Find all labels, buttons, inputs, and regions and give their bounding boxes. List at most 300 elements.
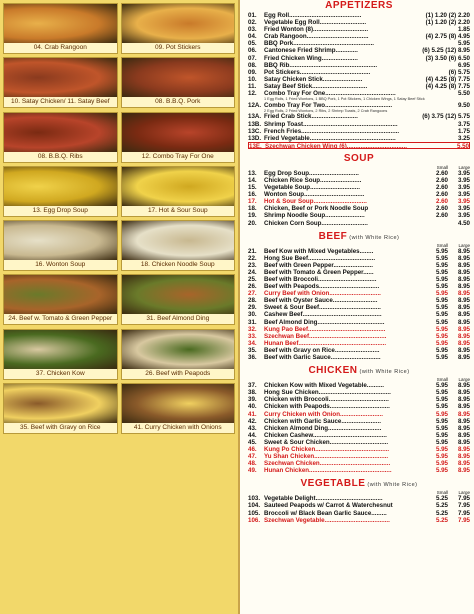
menu-item bbox=[248, 425, 470, 432]
photo-caption: 08. B.B.Q. Pork bbox=[122, 97, 235, 107]
menu-item bbox=[248, 76, 470, 83]
dish-image bbox=[122, 384, 235, 423]
small-price: 5.95 bbox=[435, 354, 448, 362]
item-name: Fried Wonton (8)................................ bbox=[264, 26, 369, 34]
small-price: 5.95 bbox=[435, 304, 448, 312]
dish-photo bbox=[3, 3, 118, 54]
item-price: 9.50 bbox=[457, 101, 470, 109]
large-price: 8.95 bbox=[457, 346, 470, 354]
item-price: 5.50 bbox=[456, 142, 469, 150]
dish-image bbox=[4, 167, 117, 206]
menu-item bbox=[248, 12, 470, 19]
dish-image bbox=[122, 58, 235, 97]
item-name: Cashew Beef.............................................. bbox=[264, 311, 382, 319]
combo-note: 1 Egg Rolls, 1 Fried Wontons, 1 BBQ Pork, 1 Pot Stickers, 1 Chicken Wings, 1 Satay Beef Stick bbox=[264, 97, 425, 102]
item-price: 3.75 bbox=[457, 120, 470, 128]
item-number: 32. bbox=[248, 325, 257, 333]
item-number: 06. bbox=[248, 47, 257, 55]
large-price: 8.95 bbox=[457, 276, 470, 283]
large-price: 8.95 bbox=[457, 332, 470, 340]
menu-item bbox=[248, 19, 470, 26]
large-price: 3.95 bbox=[457, 176, 470, 184]
small-price: 5.95 bbox=[435, 290, 448, 298]
menu-item bbox=[248, 191, 470, 198]
item-name: Hunan Beef................................................... bbox=[264, 339, 387, 347]
small-price: 5.95 bbox=[435, 417, 448, 425]
large-price: 3.95 bbox=[457, 212, 470, 220]
large-price: 7.95 bbox=[457, 495, 470, 503]
menu-item bbox=[248, 262, 470, 269]
item-number: 13E. bbox=[249, 142, 262, 150]
soup-section bbox=[248, 153, 470, 227]
item-number: 01. bbox=[248, 12, 257, 19]
menu-item bbox=[248, 510, 470, 517]
small-price: 5.95 bbox=[435, 283, 448, 291]
item-name: Beef with Peapods................................... bbox=[264, 283, 380, 291]
chicken-section bbox=[248, 365, 470, 474]
small-price: 5.95 bbox=[435, 247, 448, 255]
combo-note: 2 Egg Rolls, 2 Fried Wontons, 2 Ribs, 2 Shrimp Toasts, 2 Crab Rangoons bbox=[264, 108, 388, 113]
large-label: Large bbox=[458, 164, 470, 170]
menu-item bbox=[248, 47, 470, 54]
appetizers-section bbox=[248, 0, 470, 149]
item-number: 104. bbox=[248, 502, 261, 510]
menu-item bbox=[248, 135, 470, 142]
item-price: 1.85 bbox=[457, 26, 470, 34]
item-number: 40. bbox=[248, 403, 257, 411]
photo-caption: 13. Egg Drop Soup bbox=[4, 206, 117, 216]
dish-image bbox=[4, 4, 117, 43]
small-price: 5.95 bbox=[435, 318, 448, 326]
item-number: 42. bbox=[248, 417, 257, 425]
small-price: 5.95 bbox=[435, 431, 448, 439]
item-number: 38. bbox=[248, 389, 257, 397]
menu-item bbox=[248, 290, 470, 297]
item-number: 23. bbox=[248, 261, 257, 269]
item-name: Chicken Kow with Mixed Vegetable.......... bbox=[264, 382, 384, 390]
large-price: 3.95 bbox=[457, 198, 470, 206]
item-number: 30. bbox=[248, 311, 257, 319]
item-number: 08. bbox=[248, 61, 257, 69]
menu-item bbox=[248, 55, 470, 62]
dish-photo bbox=[121, 57, 236, 108]
large-price: 8.95 bbox=[457, 396, 470, 404]
photo-row bbox=[3, 112, 235, 163]
small-price: 5.25 bbox=[435, 516, 448, 524]
item-number: 16. bbox=[248, 191, 257, 199]
menu-item bbox=[248, 90, 470, 97]
item-price: 1.75 bbox=[457, 127, 470, 135]
item-number: 49. bbox=[248, 467, 257, 475]
item-name: Hot & Sour Soup............................... bbox=[264, 198, 367, 206]
small-price: 5.95 bbox=[435, 382, 448, 390]
small-price: 5.95 bbox=[435, 460, 448, 468]
item-number: 13C. bbox=[248, 127, 262, 135]
large-label: Large bbox=[458, 490, 470, 496]
photo-caption: 35. Beef with Gravy on Rice bbox=[4, 423, 117, 433]
large-price: 8.95 bbox=[457, 304, 470, 312]
menu-item bbox=[248, 389, 470, 396]
menu-item bbox=[248, 432, 470, 439]
dish-image bbox=[4, 113, 117, 152]
item-name: Kung Po Chicken........................................... bbox=[264, 445, 390, 453]
photo-caption: 17. Hot & Sour Soup bbox=[122, 206, 235, 216]
item-name: Beef with Garlic Sauce............................. bbox=[264, 354, 381, 362]
vegetable-heading: VEGETABLE (with White Rice) bbox=[300, 478, 418, 490]
item-number: 10. bbox=[248, 75, 257, 83]
item-name: Cantonese Fried Shrimp............. bbox=[264, 47, 358, 55]
small-price: 5.95 bbox=[435, 268, 448, 276]
photo-row bbox=[3, 274, 235, 325]
item-number: 17. bbox=[248, 198, 257, 206]
beef-section bbox=[248, 231, 470, 362]
menu-item bbox=[248, 304, 470, 311]
small-price: 5.95 bbox=[435, 254, 448, 262]
item-name: Szechwan Beef............................................. bbox=[264, 332, 387, 340]
item-name: Sweet & Sour Beef.................................... bbox=[264, 304, 381, 312]
menu-item bbox=[248, 418, 470, 425]
large-price: 8.95 bbox=[457, 438, 470, 446]
menu-item bbox=[248, 62, 470, 69]
item-price: (6) 3.75 (12) 5.75 bbox=[422, 113, 470, 121]
menu-item bbox=[248, 26, 470, 33]
small-price: 5.95 bbox=[435, 445, 448, 453]
small-price: 5.95 bbox=[435, 438, 448, 446]
dish-photo bbox=[121, 274, 236, 325]
item-name: Hong Sue Beef....................................... bbox=[264, 254, 376, 262]
small-price: 5.95 bbox=[435, 396, 448, 404]
item-price: (1) 1.20 (2) 2.20 bbox=[425, 12, 470, 19]
dish-photo bbox=[3, 57, 118, 108]
item-name: Hunan Chicken................................................ bbox=[264, 467, 392, 475]
item-number: 36. bbox=[248, 354, 257, 362]
menu-item bbox=[248, 212, 470, 219]
menu-item bbox=[248, 177, 470, 184]
large-price: 8.95 bbox=[457, 410, 470, 418]
large-price: 7.95 bbox=[457, 516, 470, 524]
menu-item bbox=[248, 396, 470, 403]
photo-caption: 18. Chicken Noodle Soup bbox=[122, 260, 235, 270]
menu-item bbox=[248, 411, 470, 418]
menu-item bbox=[248, 446, 470, 453]
small-price: 5.95 bbox=[435, 346, 448, 354]
large-price: 8.95 bbox=[457, 403, 470, 411]
item-name: Beef with Green Pepper....................... bbox=[264, 261, 373, 269]
dish-image bbox=[122, 4, 235, 43]
item-name: Chicken Corn Soup........................... bbox=[264, 219, 368, 227]
soup-heading: SOUP bbox=[343, 152, 375, 164]
large-price: 8.95 bbox=[457, 311, 470, 319]
item-number: 13D. bbox=[248, 134, 262, 142]
dish-photo bbox=[121, 3, 236, 54]
item-name: Chicken Almond Ding............................... bbox=[264, 424, 382, 432]
small-price: 2.60 bbox=[435, 184, 448, 192]
large-price: 4.50 bbox=[457, 219, 470, 227]
item-number: 13. bbox=[248, 169, 257, 177]
menu-item bbox=[248, 220, 470, 227]
item-number: 47. bbox=[248, 453, 257, 461]
item-name: Egg Roll.......................................... bbox=[264, 12, 362, 19]
large-price: 8.95 bbox=[457, 325, 470, 333]
item-price: 5.95 bbox=[457, 40, 470, 48]
item-number: 28. bbox=[248, 297, 257, 305]
large-price: 8.95 bbox=[457, 290, 470, 298]
item-number: 20. bbox=[248, 219, 257, 227]
large-price: 8.95 bbox=[457, 297, 470, 305]
small-price: 5.95 bbox=[435, 297, 448, 305]
dish-photo bbox=[3, 383, 118, 434]
small-price: 5.95 bbox=[435, 453, 448, 461]
item-name: Fried Vegetable.................................................. bbox=[264, 134, 396, 142]
large-price: 8.95 bbox=[457, 382, 470, 390]
item-price: 6.95 bbox=[457, 61, 470, 69]
item-number: 43. bbox=[248, 424, 257, 432]
small-price: 5.25 bbox=[435, 502, 448, 510]
small-price: 5.25 bbox=[435, 495, 448, 503]
beef-heading: BEEF (with White Rice) bbox=[318, 230, 400, 242]
photo-caption: 12. Combo Tray For One bbox=[122, 152, 235, 162]
item-name: Curry Beef with Onion.............................. bbox=[264, 290, 381, 298]
menu-item bbox=[248, 326, 470, 333]
small-price: 2.60 bbox=[435, 198, 448, 206]
menu-item bbox=[248, 248, 470, 255]
small-price: 5.95 bbox=[435, 332, 448, 340]
item-name: Szechwan Chicken Wing (6)................................... bbox=[265, 142, 407, 148]
large-price: 8.95 bbox=[457, 261, 470, 269]
menu-item bbox=[248, 460, 470, 467]
menu-item bbox=[248, 142, 470, 149]
item-name: Beef with Tomato & Green Pepper...... bbox=[264, 268, 374, 276]
dish-image bbox=[4, 330, 117, 369]
item-number: 05. bbox=[248, 40, 257, 48]
large-price: 8.95 bbox=[457, 453, 470, 461]
item-name: Vegetable Soup............................. bbox=[264, 184, 360, 192]
item-number: 106. bbox=[248, 516, 261, 524]
small-price: 5.95 bbox=[435, 424, 448, 432]
large-price: 7.95 bbox=[457, 509, 470, 517]
item-name: Beef with Broccoli.................................. bbox=[264, 276, 377, 283]
small-price: 2.60 bbox=[435, 212, 448, 220]
menu-item bbox=[248, 311, 470, 318]
dish-image bbox=[4, 221, 117, 260]
item-name: BBQ Pork............................................... bbox=[264, 40, 375, 48]
small-price: 5.95 bbox=[435, 311, 448, 319]
item-name: Sauteed Peapods w/ Carrot & Waterchesnut bbox=[264, 502, 393, 510]
menu-item bbox=[248, 40, 470, 47]
small-label: Small bbox=[436, 242, 448, 248]
large-price: 8.95 bbox=[457, 247, 470, 255]
item-name: Szechwan Vegetable...................................... bbox=[264, 516, 390, 524]
small-price: 5.95 bbox=[435, 410, 448, 418]
dish-photo bbox=[121, 166, 236, 217]
item-number: 25. bbox=[248, 276, 257, 283]
large-price: 3.95 bbox=[457, 184, 470, 192]
photo-caption: 08. B.B.Q. Ribs bbox=[4, 152, 117, 162]
menu-item bbox=[248, 83, 470, 90]
item-name: Yu Shan Chicken........................................... bbox=[264, 453, 389, 461]
photo-caption: 09. Pot Stickers bbox=[122, 43, 235, 53]
menu-item bbox=[248, 347, 470, 354]
item-number: 37. bbox=[248, 382, 257, 390]
item-number: 29. bbox=[248, 304, 257, 312]
item-name: Szechwan Chicken......................................... bbox=[264, 460, 391, 468]
item-number: 46. bbox=[248, 445, 257, 453]
dish-photo bbox=[3, 166, 118, 217]
item-number: 39. bbox=[248, 396, 257, 404]
dish-photo bbox=[3, 112, 118, 163]
menu-item bbox=[248, 319, 470, 326]
photo-row bbox=[3, 57, 235, 108]
small-price: 5.95 bbox=[435, 261, 448, 269]
photo-row bbox=[3, 166, 235, 217]
small-label: Small bbox=[436, 164, 448, 170]
item-price: 3.25 bbox=[457, 134, 470, 142]
item-name: Pot Stickers......................................... bbox=[264, 68, 371, 76]
item-number: 48. bbox=[248, 460, 257, 468]
menu-item bbox=[248, 113, 470, 120]
item-price: (4) 2.75 (8) 4.95 bbox=[425, 33, 470, 41]
appetizers-heading: APPETIZERS bbox=[325, 0, 393, 11]
dish-image bbox=[4, 384, 117, 423]
photo-caption: 31. Beef Almond Ding bbox=[122, 314, 235, 324]
item-number: 26. bbox=[248, 283, 257, 291]
dish-photo bbox=[3, 220, 118, 271]
item-number: 02. bbox=[248, 19, 257, 27]
photo-caption: 16. Wonton Soup bbox=[4, 260, 117, 270]
item-number: 31. bbox=[248, 318, 257, 326]
item-name: Fried Crab Stick........................... bbox=[264, 113, 358, 121]
large-price: 8.95 bbox=[457, 424, 470, 432]
item-name: Satay Chicken Stick....................... bbox=[264, 75, 363, 83]
menu-item bbox=[248, 439, 470, 446]
item-name: Hong Sue Chicken.......................................... bbox=[264, 389, 391, 397]
item-name: Vegetable Delight....................................... bbox=[264, 495, 383, 503]
menu-item bbox=[248, 198, 470, 205]
large-price: 7.95 bbox=[457, 502, 470, 510]
item-name: BBQ Rib................................................... bbox=[264, 61, 378, 69]
large-price: 8.95 bbox=[457, 283, 470, 291]
menu-item bbox=[248, 517, 470, 524]
large-price: 8.95 bbox=[457, 254, 470, 262]
item-name: Sweet & Sour Chicken.................................. bbox=[264, 438, 389, 446]
menu-item bbox=[248, 333, 470, 340]
item-price: (6) 5.75 bbox=[448, 68, 470, 76]
photo-row bbox=[3, 3, 235, 54]
item-name: Combo Tray For Two....................................... bbox=[264, 101, 393, 109]
item-number: 09. bbox=[248, 68, 257, 76]
item-number: 27. bbox=[248, 290, 257, 298]
menu-item bbox=[248, 354, 470, 361]
item-price: (1) 1.20 (2) 2.20 bbox=[425, 19, 470, 27]
dish-image bbox=[4, 58, 117, 97]
large-price: 8.95 bbox=[457, 354, 470, 362]
item-name: Beef Kow with Mixed Vegetables........ bbox=[264, 247, 374, 255]
item-name: Chicken, Beef or Pork Noodle Soup bbox=[264, 205, 369, 213]
item-number: 44. bbox=[248, 431, 257, 439]
item-price: 5.50 bbox=[457, 90, 470, 98]
small-price: 5.95 bbox=[435, 403, 448, 411]
item-number: 11. bbox=[248, 82, 257, 90]
large-price: 8.95 bbox=[457, 445, 470, 453]
item-name: Kung Pao Beef............................................. bbox=[264, 325, 386, 333]
large-price: 8.95 bbox=[457, 431, 470, 439]
photo-caption: 41. Curry Chicken with Onions bbox=[122, 423, 235, 433]
photo-caption: 26. Beef with Peapods bbox=[122, 369, 235, 379]
item-number: 12A. bbox=[248, 101, 262, 109]
menu-item bbox=[248, 255, 470, 262]
menu-item bbox=[248, 69, 470, 76]
item-number: 13B. bbox=[248, 120, 262, 128]
dish-image bbox=[122, 167, 235, 206]
menu-item bbox=[248, 121, 470, 128]
large-price: 8.95 bbox=[457, 389, 470, 397]
large-price: 8.95 bbox=[457, 318, 470, 326]
item-number: 13A. bbox=[248, 113, 262, 121]
menu-item bbox=[248, 102, 470, 109]
vegetable-section bbox=[248, 478, 470, 523]
large-label: Large bbox=[458, 242, 470, 248]
item-number: 04. bbox=[248, 33, 257, 41]
small-price: 5.95 bbox=[435, 276, 448, 283]
small-label: Small bbox=[436, 377, 448, 383]
small-price: 5.95 bbox=[435, 467, 448, 475]
photo-row bbox=[3, 383, 235, 434]
menu-item bbox=[248, 33, 470, 40]
photo-row bbox=[3, 220, 235, 271]
photo-caption: 10. Satay Chicken/ 11. Satay Beef bbox=[4, 97, 117, 107]
menu-item bbox=[248, 269, 470, 276]
small-price bbox=[426, 220, 448, 227]
menu-item bbox=[248, 495, 470, 502]
small-label: Small bbox=[436, 490, 448, 496]
menu-item bbox=[248, 184, 470, 191]
item-number: 34. bbox=[248, 339, 257, 347]
item-price: (3) 3.50 (6) 6.50 bbox=[425, 54, 470, 62]
item-number: 15. bbox=[248, 184, 257, 192]
item-name: Beef with Oyster Sauce.......................... bbox=[264, 297, 378, 305]
dish-photo bbox=[121, 329, 236, 380]
item-name: Combo Tray For One......................................... bbox=[264, 90, 396, 98]
item-number: 19. bbox=[248, 212, 257, 220]
dish-photo bbox=[3, 329, 118, 380]
dish-photo bbox=[121, 112, 236, 163]
large-price: 3.95 bbox=[457, 205, 470, 213]
menu-item bbox=[248, 403, 470, 410]
menu-item bbox=[248, 453, 470, 460]
large-price: 8.95 bbox=[457, 417, 470, 425]
menu-item bbox=[248, 297, 470, 304]
small-price: 5.25 bbox=[435, 509, 448, 517]
dish-image bbox=[4, 275, 117, 314]
large-price: 3.95 bbox=[457, 191, 470, 199]
item-number: 103. bbox=[248, 495, 261, 503]
item-name: French Fries......................................................... bbox=[264, 127, 400, 135]
item-price: (6) 5.25 (12) 8.95 bbox=[422, 47, 470, 55]
dish-image bbox=[122, 221, 235, 260]
item-name: Satay Beef Stick................................ bbox=[264, 82, 368, 90]
menu-item bbox=[248, 170, 470, 177]
item-name: Vegetable Egg Roll........................... bbox=[264, 19, 367, 27]
dish-image bbox=[122, 275, 235, 314]
small-price: 2.60 bbox=[435, 169, 448, 177]
item-name: Chicken Cashew........................................... bbox=[264, 431, 387, 439]
item-price: (4) 4.25 (8) 7.75 bbox=[425, 75, 470, 83]
dish-image bbox=[122, 330, 235, 369]
item-number: 12. bbox=[248, 90, 257, 98]
menu-panel bbox=[238, 0, 474, 614]
menu-item bbox=[248, 340, 470, 347]
item-name: Chicken with Peapods................................... bbox=[264, 403, 390, 411]
